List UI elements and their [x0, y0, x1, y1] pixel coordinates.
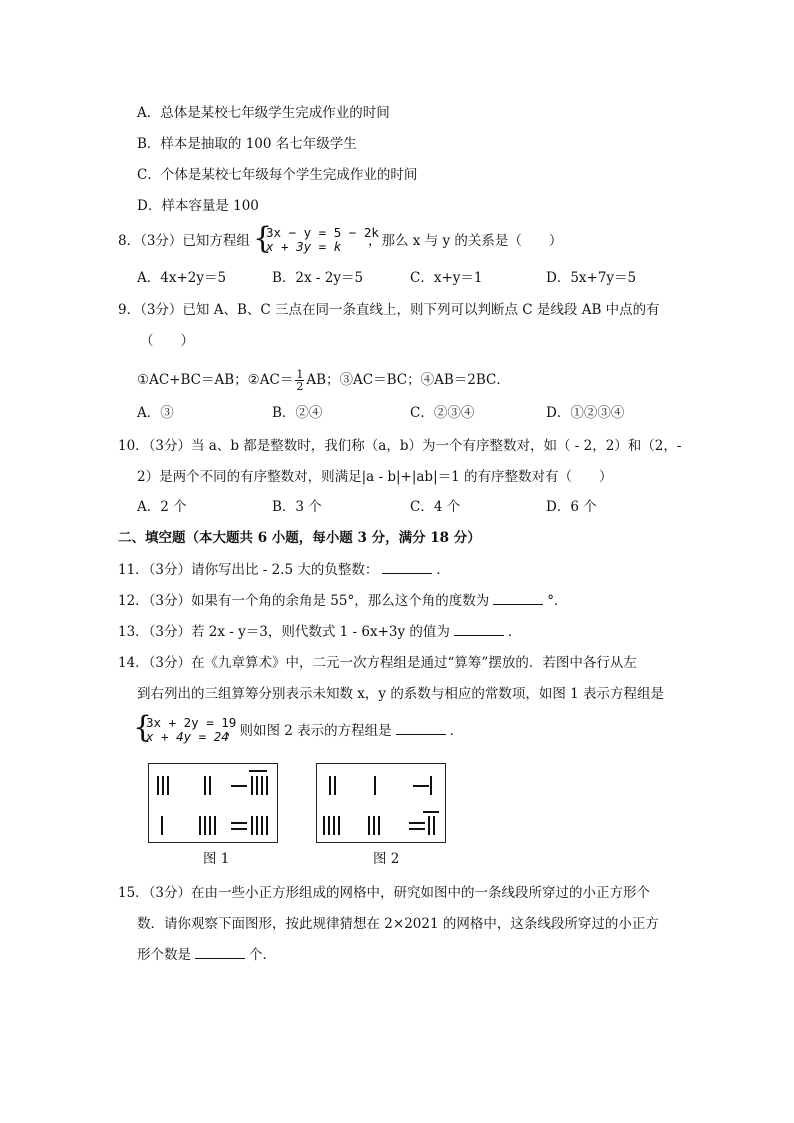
q7-option-b: B．样本是抽取的 100 名七年级学生: [137, 136, 357, 152]
q13-blank: [454, 623, 504, 636]
q7-option-d: D．样本容量是 100: [137, 198, 259, 214]
q10-option-a: A．2 个: [137, 499, 187, 515]
rod: [328, 816, 330, 835]
q13-suffix: ．: [507, 624, 522, 640]
q15-line1: 15．（3分）在由一些小正方形组成的网格中，研究如图中的一条线段所穿过的小正方形个: [118, 885, 651, 901]
q11: [118, 561, 450, 579]
rod: [231, 828, 247, 830]
rod: [323, 816, 325, 835]
q14-eq1: 3x + 2y = 19: [146, 715, 237, 730]
rod: [378, 816, 380, 835]
q15-suffix: 个．: [249, 947, 276, 963]
rod: [413, 785, 429, 787]
q15-blank: [195, 946, 245, 959]
rod: [423, 811, 439, 813]
q11-suffix: ．: [436, 562, 450, 578]
rod: [266, 776, 268, 795]
q8-eq1: 3x − y = 5 − 2k: [266, 225, 379, 240]
q10-line1: 10．（3分）当 a、b 都是整数时，我们称（a，b）为一个有序整数对，如（ - 2，2）和（2，-: [118, 438, 682, 454]
q9-line2: （ ）: [140, 333, 194, 349]
rod: [409, 828, 425, 830]
rod: [409, 822, 425, 824]
q13-prefix: 13．（3分）若 2x - y＝3，则代数式 1 - 6x+3y 的值为: [118, 624, 450, 640]
q8-suffix: ，那么 x 与 y 的关系是（ ）: [368, 233, 563, 249]
q11-prefix: 11．（3分）请你写出比 - 2.5 大的负整数：: [118, 562, 379, 578]
q9-option-a: A．③: [137, 405, 174, 421]
q9-fraction: [295, 369, 304, 392]
q14-blank: [396, 722, 446, 735]
q15-line2: 数．请你观察下面图形，按此规律猜想在 2×2021 的网格中，这条线段所穿过的小正方: [137, 916, 659, 932]
q9-option-b: B．②④: [272, 405, 323, 421]
rod: [209, 816, 211, 835]
q8-option-d: D．5x+7y＝5: [546, 270, 637, 286]
q8-option-a: A．4x+2y＝5: [137, 270, 227, 286]
rod: [368, 816, 370, 835]
q14-line2: 到右列出的三组算筹分别表示未知数 x，y 的系数与相应的常数项，如图 1 表示方程组是: [137, 686, 664, 702]
q8-prefix: 8．（3分）已知方程组: [118, 233, 250, 249]
q8-option-c: C．x+y＝1: [410, 270, 483, 286]
counting-rods-figure-1: [148, 763, 278, 843]
q12-suffix: °．: [547, 593, 568, 609]
q9-frac-den: 2: [296, 380, 304, 393]
rod: [329, 776, 331, 795]
rod: [428, 816, 430, 835]
rod: [231, 822, 247, 824]
q9-conditions: [137, 369, 510, 392]
q8-brace: {: [253, 221, 273, 256]
figure-2-caption: 图 2: [373, 851, 400, 867]
rod: [251, 776, 253, 795]
rod: [334, 776, 336, 795]
q12-blank: [493, 592, 543, 605]
rod: [209, 776, 211, 795]
q12-prefix: 12．（3分）如果有一个角的余角是 55°，那么这个角的度数为: [118, 593, 490, 609]
rod: [433, 816, 435, 835]
rod: [251, 816, 253, 835]
q10-option-c: C．4 个: [410, 499, 461, 515]
q14-eq2: x + 4y = 24: [146, 729, 229, 744]
q9-line1: 9．（3分）已知 A、B、C 三点在同一条直线上，则下列可以判断点 C 是线段 AB 中点的有: [118, 302, 660, 318]
q10-line2: 2）是两个不同的有序整数对，则满足|a - b|+|ab|＝1 的有序整数对有（ ）: [137, 469, 613, 485]
q8-option-b: B．2x - 2y＝5: [272, 270, 364, 286]
q9-option-d: D．①②③④: [546, 405, 625, 421]
rod: [333, 816, 335, 835]
rod: [430, 776, 432, 795]
rod: [214, 816, 216, 835]
q14-end: ．: [449, 723, 464, 739]
rod: [231, 785, 247, 787]
rod: [162, 776, 164, 795]
section-title: 二、填空题（本大题共 6 小题，每小题 3 分，满分 18 分）: [118, 530, 481, 546]
q14-suffix: ，则如图 2 表示的方程组是: [226, 723, 392, 739]
rod: [261, 816, 263, 835]
q8-eq2: x + 3y = k: [266, 239, 342, 254]
q7-option-a: A．总体是某校七年级学生完成作业的时间: [137, 105, 390, 121]
q10-option-b: B．3 个: [272, 499, 322, 515]
rod: [261, 776, 263, 795]
rod: [256, 816, 258, 835]
rod: [199, 816, 201, 835]
rod: [374, 776, 376, 795]
q14-suffix-line: [226, 722, 463, 740]
q7-option-c: C．个体是某校七年级每个学生完成作业的时间: [137, 167, 418, 183]
rod: [249, 770, 267, 772]
rod: [338, 816, 340, 835]
rod: [161, 816, 163, 835]
q9-cond-b: AB；③AC＝BC；④AB＝2BC．: [306, 372, 510, 388]
q14-brace: {: [133, 710, 153, 745]
rod: [167, 776, 169, 795]
rod: [256, 776, 258, 795]
q9-frac-num: 1: [296, 368, 304, 381]
q15-line3: [137, 946, 276, 964]
q10-option-d: D．6 个: [546, 499, 597, 515]
q9-option-c: C．②③④: [410, 405, 475, 421]
rod: [266, 816, 268, 835]
rod: [157, 776, 159, 795]
q12: [118, 592, 568, 610]
rod: [204, 776, 206, 795]
q13: [118, 623, 521, 641]
counting-rods-figure-2: [316, 763, 446, 843]
rod: [204, 816, 206, 835]
figure-1-caption: 图 1: [203, 851, 230, 867]
q9-cond-a: ①AC+BC＝AB；②AC＝: [137, 372, 294, 388]
q15-prefix: 形个数是: [137, 947, 191, 963]
rod: [373, 816, 375, 835]
q11-blank: [382, 561, 432, 574]
q14-line1: 14．（3分）在《九章算术》中，二元一次方程组是通过“算筹”摆放的．若图中各行从左: [118, 655, 637, 671]
